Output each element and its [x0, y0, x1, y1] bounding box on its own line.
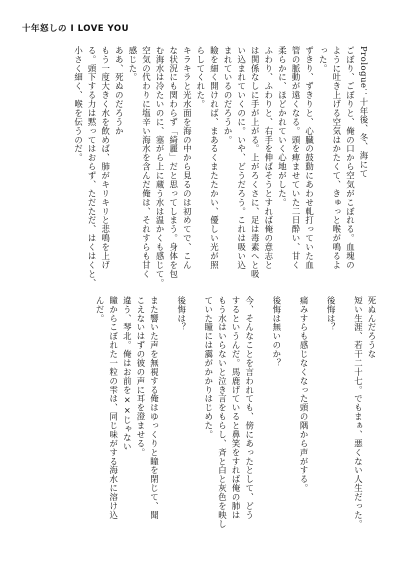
text-line: は関係なしに手が上がる。上がろくさに、足は毒素へと吸: [250, 46, 261, 279]
text-line: 管の脈動が遠くなる。頭を痺ませていた二日酔い、甘く: [291, 46, 302, 270]
text-line: 短い生涯、若干二十七。でもまぁ、悪くない人生だった。: [353, 296, 364, 529]
text-line: もう一度大きく水を飲めば、肺がキリキリと悲鳴を上げ: [100, 46, 111, 270]
text-line: [337, 296, 351, 546]
text-line: った。: [318, 46, 329, 73]
text-line: 今、そんなことを言われても、傍にあったとして、どう: [244, 296, 255, 520]
text-line: 痛みすらも感じなくなった頭の隅から声がする。: [299, 296, 310, 493]
text-line: 後悔は？: [176, 296, 187, 332]
text-line: キラキラと光水面を海の中から見るのは初めてで、こん: [182, 46, 193, 270]
text-line: ていた瞳には靄がかかりはじめた。: [203, 296, 214, 440]
text-line: まれているのだろうか。: [223, 46, 234, 145]
page-header-title: 十年怒しの I LOVE YOU: [22, 24, 130, 34]
text-line: [161, 296, 175, 546]
text-line: [283, 296, 297, 546]
text-line: また響いた声を無視する俺はゆっくりと瞳を閉じて、聞: [149, 296, 160, 520]
text-line: 違う、琴北。俺はお前を××じゃない: [122, 296, 133, 452]
text-line: 柔らかに、ほどかれていく心地がした。: [277, 46, 288, 207]
text-line: ごぼり、ごぼりと、俺の口から空気がこぼれる。血塊の: [345, 46, 356, 270]
text-line: 後悔は無いのか？: [271, 296, 282, 368]
text-line: [256, 296, 270, 546]
text-line: 後悔は？: [326, 296, 337, 332]
text-line: 死ぬんだろうな: [367, 296, 377, 359]
text-line: な状況にも関わらず「綺麗」だと思ってしまう。身体を包: [168, 46, 179, 279]
text-line: ように吐き上げる空気はかたくて、きゅっと喉が鳴るよ: [331, 46, 342, 270]
text-line: [310, 296, 324, 546]
text-line: 感じた。: [127, 46, 138, 82]
text-line: するというんだ。馬鹿げていると鼻笑をすれば俺の肺は: [231, 296, 242, 520]
text-line: ふわり、ふわりと、右手を伸ばそうとすれば俺の意志と: [263, 46, 274, 270]
text-line: 小さく細く、喉を伝うのだ。: [73, 46, 84, 163]
text-block-upper: [71, 46, 370, 286]
text-line: んだ。: [95, 296, 106, 323]
text-block-lower: [93, 296, 378, 546]
text-line: らしてくれた。: [195, 46, 206, 109]
text-line: む海水は冷たいのに、塞がら上に蔵う水は温かくも感じて。: [155, 46, 166, 288]
text-line: る。頭下する力は黙ってはおらず、ただただ、はくはくと、: [87, 46, 98, 288]
text-line: い込まれていくのに。いや、どうだろう。これは吸い込: [236, 46, 247, 270]
text-line: ずきり、ずきりと、心臓の鼓動にあわせ軋打っていた血: [304, 46, 315, 270]
text-line: 瞳からこぼれた一粒の雫は、同じ味がする海水に溶け込: [108, 296, 119, 520]
text-line: Prologue：十年後、冬、海にて: [359, 46, 369, 178]
text-line: もう水はいらないと泣き言をもらし、斉と白と灰色を映し: [217, 296, 228, 529]
text-line: ああ、死ぬのだろうか: [114, 46, 125, 136]
text-line: [188, 296, 202, 546]
text-line: 空気の代わりに塩辛い海水を含んだ俺は、それすらも甘く: [141, 46, 152, 279]
text-line: 瞼を細く開ければ、まあるくまたたかい、優しい光が照: [209, 46, 220, 270]
text-line: こえないはずの彼の声に耳を澄ませる。: [135, 296, 146, 457]
